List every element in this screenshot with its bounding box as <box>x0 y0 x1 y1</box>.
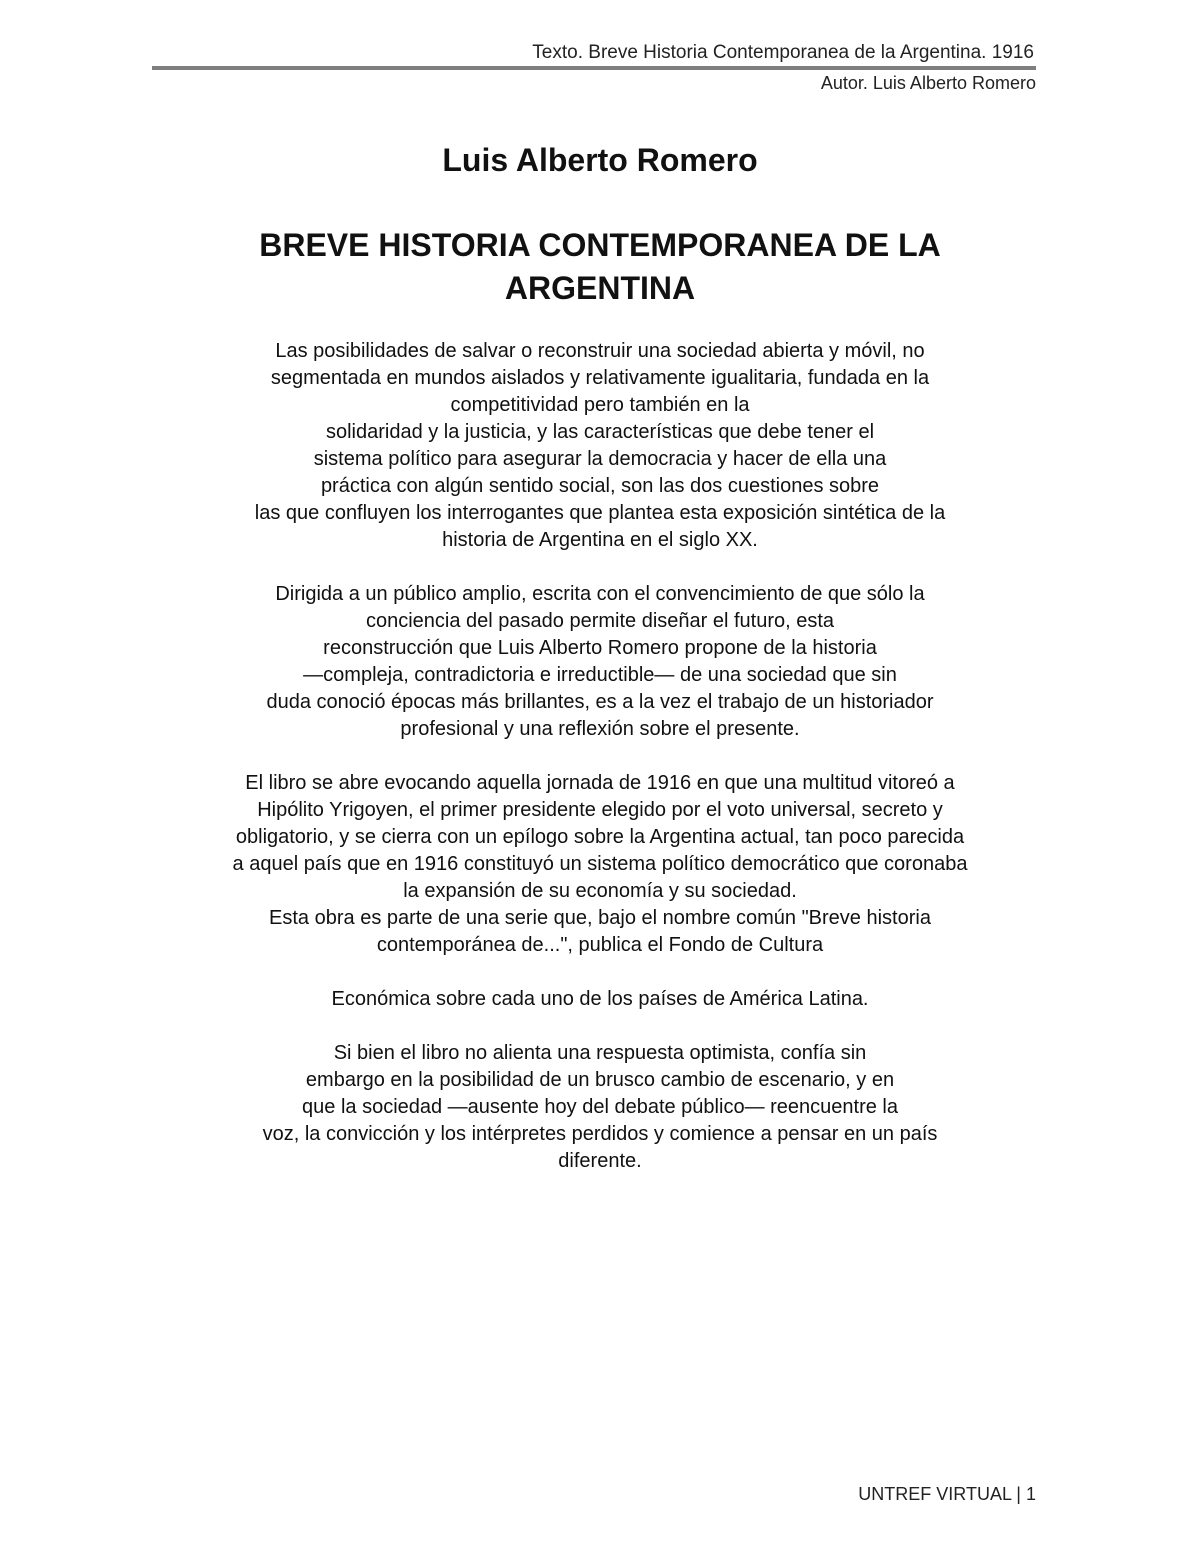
document-title <box>190 224 1010 310</box>
text-line: solidaridad y la justicia, y las características que debe tener el <box>325 421 875 443</box>
text-line: Hipólito Yrigoyen, el primer presidente elegido por el voto universal, secreto y <box>257 799 943 821</box>
paragraph <box>120 770 1080 905</box>
text-line: historia de Argentina en el siglo XX. <box>442 529 758 551</box>
document-text <box>120 338 1080 1175</box>
text-line: duda conoció épocas más brillantes, es a la vez el trabajo de un historiador <box>266 691 934 713</box>
page-header <box>152 40 1036 96</box>
text-line: Dirigida a un público amplio, escrita con el convencimiento de que sólo la <box>275 583 925 605</box>
text-line: obligatorio, y se cierra con un epílogo sobre la Argentina actual, tan poco parecida <box>235 826 965 848</box>
text-line: diferente. <box>558 1150 642 1172</box>
text-line: El libro se abre evocando aquella jornada de 1916 en que una multitud vitoreó a <box>245 772 955 794</box>
document-author: Luis Alberto Romero <box>442 142 758 178</box>
text-line: segmentada en mundos aislados y relativamente igualitaria, fundada en la <box>270 367 930 389</box>
text-line: conciencia del pasado permite diseñar el futuro, esta <box>365 610 835 632</box>
text-line: a aquel país que en 1916 constituyó un sistema político democrático que coronaba <box>232 853 968 875</box>
text-line: Si bien el libro no alienta una respuesta optimista, confía sin <box>333 1042 867 1064</box>
text-line: reconstrucción que Luis Alberto Romero propone de la historia <box>323 637 877 659</box>
paragraph <box>120 905 1080 959</box>
paragraph <box>120 338 1080 554</box>
paragraph <box>120 986 1080 1013</box>
text-line: que la sociedad —ausente hoy del debate público— reencuentre la <box>302 1096 898 1118</box>
text-line: profesional y una reflexión sobre el presente. <box>400 718 800 740</box>
paragraph <box>120 581 1080 743</box>
text-line: Esta obra es parte de una serie que, bajo el nombre común "Breve historia <box>269 907 931 929</box>
document-title-line: BREVE HISTORIA CONTEMPORANEA DE LA <box>259 227 941 263</box>
text-line: embargo en la posibilidad de un brusco cambio de escenario, y en <box>305 1069 895 1091</box>
text-line: Las posibilidades de salvar o reconstruir una sociedad abierta y móvil, no <box>275 340 925 362</box>
text-line: práctica con algún sentido social, son las dos cuestiones sobre <box>320 475 880 497</box>
paragraph <box>120 1040 1080 1175</box>
text-line: la expansión de su economía y su sociedad. <box>403 880 797 902</box>
text-line: Económica sobre cada uno de los países de América Latina. <box>331 988 869 1010</box>
text-line: sistema político para asegurar la democracia y hacer de ella una <box>313 448 887 470</box>
text-line: contemporánea de...", publica el Fondo de Cultura <box>376 934 824 956</box>
text-line: voz, la convicción y los intérpretes perdidos y comience a pensar en un país <box>262 1123 938 1145</box>
header-author: Autor. Luis Alberto Romero <box>820 73 1036 93</box>
document-body <box>120 138 1080 1175</box>
text-line: las que confluyen los interrogantes que plantea esta exposición sintética de la <box>254 502 946 524</box>
header-source-title: Texto. Breve Historia Contemporanea de la Argentina. 1916 <box>532 42 1034 63</box>
text-line: competitividad pero también en la <box>450 394 750 416</box>
page-footer: UNTREF VIRTUAL | 1 <box>858 1484 1036 1504</box>
text-line: —compleja, contradictoria e irreductible— de una sociedad que sin <box>303 664 897 686</box>
document-title-line: ARGENTINA <box>504 270 696 306</box>
